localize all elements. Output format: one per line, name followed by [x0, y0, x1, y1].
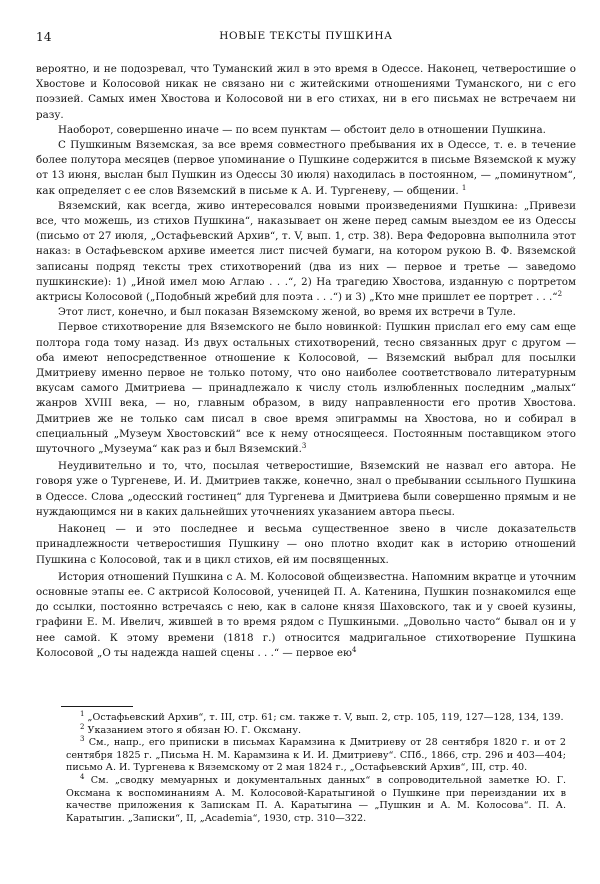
running-title: НОВЫЕ ТЕКСТЫ ПУШКИНА [219, 30, 393, 42]
paragraph-text: Наконец — и это последнее и весьма существенное звено в числе доказательств принадлежности четверостишия Пушкину — оно плотно входит как в историю отношений Пушкина с Колосовой, так и в цикл стихов, ей им посвященных. [36, 523, 576, 566]
footnote-divider [61, 706, 133, 707]
footnote [66, 712, 566, 725]
paragraph-text: История отношений Пушкина с А. М. Колосовой общеизвестна. Напомним вкратце и уточним основные этапы ее. С актрисой Колосовой, ученицей П. А. Катенина, Пушкин познакомился еще до ссылки, постоянно встречаясь с нею, как в салоне князя Шаховского, так и у своей кузины, графини Е. М. Ивелич, жившей в то время рядом с Пушкиными. „Довольно часто“ бывал он и у нее самой. К этому времени (1818 г.) относится мадригальное стихотворение Пушкина Колосовой „О ты надежда нашей сцены . . .“ — первое ею [36, 570, 576, 659]
footnote-number: 4 [80, 772, 85, 781]
paragraph [36, 138, 576, 199]
main-text [36, 62, 576, 661]
footnote-ref: 3 [301, 442, 307, 451]
paragraph [36, 570, 576, 661]
footnote-number: 1 [80, 710, 85, 718]
paragraph [36, 320, 576, 457]
paragraph [36, 199, 576, 305]
paragraph-text: вероятно, и не подозревал, что Туманский жил в это время в Одессе. Наконец, четверостишие о Хвостове и Колосовой никак не связано ни с житейскими отношениями Туманского, ни с его поэзией. Самых имен Хвостова и Колосовой ни в его стихах, ни в его письмах не встречаем ни разу. [36, 63, 576, 121]
paragraph-text: Неудивительно и то, что, посылая четверостишие, Вяземский не назвал его автора. Не говоря уже о Тургеневе, И. И. Дмитриев также, конечно, знал о пребывании ссыльного Пушкина в Одессе. Слова „одесский гостинец“ для Тургенева и Дмитриева были совершенно прямым и не нуждающимся ни в каких дальнейших уточнениях указанием автора пьесы. [36, 460, 576, 518]
footnote-number: 3 [80, 735, 85, 744]
footnote [66, 737, 566, 775]
paragraph-text: С Пушкиным Вяземская, за все время совместного пребывания их в Одессе, т. е. в течение более полутора месяцев (первое упоминание о Пушкине содержится в письме Вяземской к мужу от 13 июня, выслан был Пушкин из Одессы 30 июля) находилась в постоянном, — „поминутном“, как определяет с ее слов Вяземский в письме к А. И. Тургеневу, — общении. [36, 139, 576, 197]
page-header [36, 22, 576, 44]
paragraph [36, 459, 576, 520]
paragraph [36, 305, 576, 320]
footnote-number: 2 [80, 722, 85, 731]
paragraph-text: Этот лист, конечно, и был показан Вяземскому женой, во время их встречи в Туле. [58, 306, 516, 319]
paragraph [36, 123, 576, 138]
footnote-ref: 1 [461, 183, 467, 192]
footnote [66, 722, 566, 738]
footnote-text: „Остафьевский Архив“, т. III, стр. 61; см. также т. V, вып. 2, стр. 105, 119, 127—128, 134, 139. [87, 712, 564, 723]
footnote-text: См. „сводку мемуарных и документальных данных“ в сопроводительной заметке Ю. Г. Оксмана к воспоминаниям А. М. Колосовой-Каратыгиной о Пушкине при переиздании их в качестве приложения к Запискам П. А. Каратыгина — „Пушкин и А. М. Колосова“. П. А. Каратыгин. „Записки“, II, „Academia“, 1930, стр. 310—322. [66, 774, 566, 824]
footnote-ref: 4 [351, 645, 357, 654]
footnote-ref: 2 [557, 290, 563, 299]
paragraph [36, 62, 576, 123]
footnote-text: См., напр., его приписки в письмах Карамзина к Дмитриеву от 28 сентября 1820 г. и от 2 сентября 1825 г. „Письма Н. М. Карамзина к И. И. Дмитриеву“. СПб., 1866, стр. 296 и 403—404; письмо А. И. Тургенева к Вяземскому от 2 мая 1824 г., „Остафьевский Архив“, III, стр. 40. [66, 737, 566, 774]
paragraph [36, 522, 576, 568]
paragraph-text: Первое стихотворение для Вяземского не было новинкой: Пушкин прислал его ему сам еще полтора года тому назад. Из двух остальных стихотворений, тесно связанных друг с другом — оба имеют непосредственное отношение к Колосовой, — Вяземский выбрал для посылки Дмитриеву именно первое не только потому, что оно наиболее соответствовало литературным вкусам самого Дмитриева — принадлежало к числу столь излюбленных последним „малых“ жанров XVIII века, — но, главным образом, в виду направленности его против Хвостова. Дмитриев же не только сам писал в свое время эпиграммы на Хвостова, но и собирал в специальный „Музеум Хвостовский“ все к нему относящееся. Постоянным поставщиком этого шуточного „Музеума“ как раз и был Вяземский. [36, 321, 576, 456]
footnotes [66, 712, 566, 825]
paragraph-text: Вяземский, как всегда, живо интересовался новыми произведениями Пушкина: „Привези все, что можешь, из стихов Пушкина“, наказывает он жене перед самым выездом ее из Одессы (письмо от 27 июля, „Остафьевский Архив“, т. V, вып. 1, стр. 38). Вера Федоровна выполнила этот наказ: в Остафьевском архиве имеется лист писчей бумаги, на котором рукою В. Ф. Вяземской записаны подряд тексты трех стихотворений (два из них — первое и третье — заведомо пушкинские): 1) „Иной имел мою Аглаю . . .“, 2) На трагедию Хвостова, изданную с портретом актрисы Колосовой („Подобный жребий для поэта . . .“) и 3) „Кто мне пришлет ее портрет . . .“ [36, 199, 576, 304]
footnote-text: Указанием этого я обязан Ю. Г. Оксману. [87, 724, 302, 736]
footnote [66, 772, 566, 825]
page-number: 14 [36, 30, 52, 44]
paragraph-text: Наоборот, совершенно иначе — по всем пунктам — обстоит дело в отношении Пушкина. [58, 123, 546, 136]
